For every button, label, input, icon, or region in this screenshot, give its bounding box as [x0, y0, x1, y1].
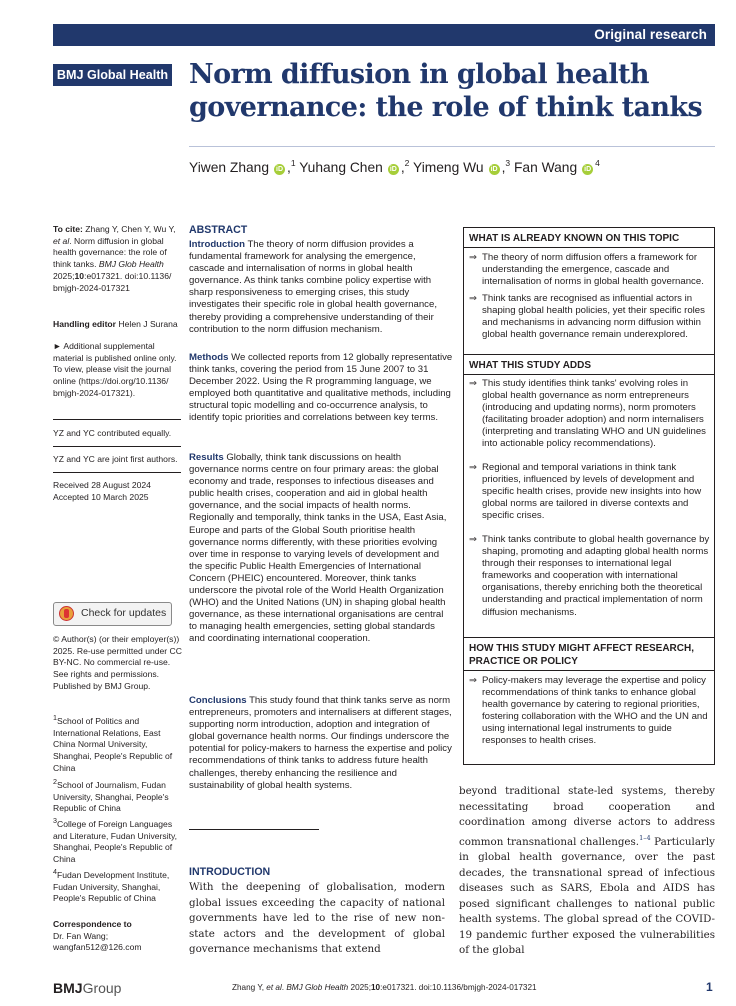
- author-name[interactable]: Fan Wang: [513, 160, 578, 175]
- orcid-icon[interactable]: iD: [389, 166, 397, 173]
- correspondence-email[interactable]: wangfan512@126.com: [53, 942, 142, 953]
- article-type-banner: [53, 24, 715, 46]
- affect-heading: HOW THIS STUDY MIGHT AFFECT RESEARCH, PRACTICE OR POLICY: [469, 643, 694, 667]
- sidebar-divider: [53, 446, 181, 447]
- joint-authors-note: YZ and YC are joint first authors.: [53, 454, 178, 464]
- crossmark-icon: [59, 606, 74, 621]
- box-divider: [464, 670, 714, 671]
- reference-link[interactable]: 1–4: [639, 833, 651, 842]
- affiliation-2: $^2$School of Journalism, Fudan University, Shanghai, People's Republic of China: [53, 778, 169, 814]
- abstract-methods: Methods We collected reports from 12 globally representative think tanks, covering the period from 15 June 2007 to 31 December 2022. Using the R programming language, we employed both quantitative and qualitative methods, including structural topic modelling and co-occurrence analysis, to identify topic priorities and correlations between key terms.: [189, 352, 453, 424]
- box-divider: [464, 374, 714, 375]
- known-item: ⇒ Think tanks are recognised as influential actors in shaping global health policies, yet their specific roles and mechanisms in advancing norm diffusion within global health governance remain underexplored.: [469, 293, 705, 341]
- introduction-paragraph: With the deepening of globalisation, modern global issues exceeding the capacity of national governments have led to the rise of new non-state actors and the development of global governance mechanisms that extend: [189, 881, 445, 955]
- article-title: Norm diffusion in global health governance: the role of think tanks: [189, 59, 703, 123]
- arrow-icon: ⇒: [469, 462, 478, 473]
- author-name[interactable]: Yiwen Zhang: [189, 160, 270, 175]
- correspondence: Correspondence to Dr. Fan Wang; wangfan512@126.com: [53, 919, 142, 953]
- known-item: ⇒ The theory of norm diffusion offers a framework for understanding the emergence, cascade and internalisation of norms in global health governance.: [469, 252, 704, 288]
- orcid-icon[interactable]: iD: [276, 166, 284, 173]
- adds-heading: WHAT THIS STUDY ADDS: [469, 360, 592, 371]
- author-name[interactable]: Yuhang Chen: [299, 160, 383, 175]
- citation-info: To cite: Zhang Y, Chen Y, Wu Y, et al. Norm diffusion in global health governance: the role of think tanks. BMJ Glob Health 2025;10:e017321. doi:10.1136/ bmjgh-2024-017321: [53, 224, 176, 293]
- box-divider: [464, 247, 714, 248]
- affiliation-4: $^4$Fudan Development Institute, Fudan University, Shanghai, People's Republic of China: [53, 868, 170, 904]
- arrow-icon: ⇒: [469, 293, 478, 304]
- abstract-conclusions: Conclusions This study found that think tanks serve as norm entrepreneurs, promoters and internalisers at different stages, supporting norm introduction, adoption and integration of global governance health norms. Our findings underscore the potential for policy-makers to harness the expertise and policy recommendations of think tanks to address future health challenges, thereby enhancing the resilience and sustainability of global health systems.: [189, 695, 452, 791]
- page-number: 1: [706, 980, 713, 994]
- introduction-continued: beyond traditional state-led systems, thereby necessitating broad cooperation and coordination among diverse actors to address common transnational challenges.$^{1-4}$ Particularly in global health governance, over the past decades, the transnational spread of infectious diseases such as SARS, Ebola and AIDS has posed significant challenges to national public health systems. The global spread of the COVID-19 pandemic further exposed the vulnerabilities of the global: [459, 785, 715, 956]
- author-list: Yiwen Zhang iD ,$^1$ Yuhang Chen iD ,$^2$ Yimeng Wu iD ,$^3$ Fan Wang iD$^4$: [189, 158, 600, 175]
- arrow-icon: ⇒: [469, 534, 478, 545]
- adds-item: ⇒ This study identifies think tanks' evolving roles in global health governance as norm entrepreneurs (introducing and updating norms), norm promoters (facilitating broader adoption) and norm internalisers (interpreting and translating WHO and UN guidelines into actionable policy recommendations).: [469, 378, 706, 450]
- check-for-updates-button[interactable]: [53, 602, 172, 626]
- box-divider: [464, 354, 714, 355]
- footer-citation: Zhang Y, et al. BMJ Glob Health 2025;10:e017321. doi:10.1136/bmjgh-2024-017321: [232, 983, 537, 992]
- abstract-end-divider: [189, 829, 319, 830]
- adds-item: ⇒ Regional and temporal variations in think tank priorities, influenced by levels of development and specific health crises, provide new insights into how global norms are tailored in diverse contexts and specific crises.: [469, 462, 702, 522]
- author-name[interactable]: Yimeng Wu: [413, 160, 484, 175]
- article-type-label: Original research: [594, 27, 707, 42]
- orcid-icon[interactable]: iD: [490, 166, 498, 173]
- affiliation-1: $^1$School of Politics and International Relations, East China Normal University, Shanghai, People's Republic of China: [53, 714, 173, 773]
- check-updates-label: Check for updates: [81, 607, 167, 619]
- author-affiliation: 4: [595, 158, 600, 168]
- journal-badge: BMJ Global Health: [53, 64, 172, 86]
- author-affiliation: 3: [505, 158, 511, 168]
- arrow-icon: ⇒: [469, 378, 478, 389]
- introduction-heading: INTRODUCTION: [189, 866, 271, 878]
- sidebar-divider: [53, 472, 181, 473]
- bmj-group-logo: BMJGroup: [53, 980, 122, 996]
- abstract-introduction: Introduction The theory of norm diffusion provides a fundamental framework for analysing the emergence, cascade and internalisation of norms in global health governance. As think tanks combine policy expertise with sharp responsiveness to emerging crises, this study investigates their specific role in global health governance, thereby providing a comprehensive understanding of their contribution to the norm diffusion mechanism.: [189, 239, 437, 335]
- affect-item: ⇒ Policy-makers may leverage the expertise and policy recommendations of think tanks to enhance global health governance by catering to regional priorities, fostering collaboration with the WHO and the UN and using international legal instruments to guide responses to health crises.: [469, 675, 708, 747]
- box-divider: [464, 637, 714, 638]
- accepted-date: Accepted 10 March 2025: [53, 492, 149, 502]
- known-heading: WHAT IS ALREADY KNOWN ON THIS TOPIC: [469, 233, 680, 244]
- abstract-results: Results Globally, think tank discussions on health governance norms centre on four primary areas: the global economy and trade, responses to infectious diseases and public health crises, cooperation and aid in global health governance, and the social impacts of health norms. Regionally and temporally, think tanks in the USA, East Asia, Europe and parts of the Global South prioritise health governance norms differently, with these priorities evolving over time in response to varying levels of development and the specific Public Health Emergencies of International Concern (PHEIC) encountered. Moreover, think tanks underscore the pivotal role of the World Health Organization (WHO) and the United Nations (UN) in shaping global health governance, as these international organisations are central to managing health emergencies, setting global standards and coordinating international cooperation.: [189, 452, 447, 645]
- author-affiliation: 1: [290, 158, 296, 168]
- title-divider: [189, 146, 715, 147]
- arrow-icon: ⇒: [469, 252, 478, 263]
- orcid-icon[interactable]: iD: [584, 166, 592, 173]
- author-affiliation: 2: [404, 158, 410, 168]
- supplemental-note[interactable]: ► Additional supplemental material is published online only. To view, please visit the journal online (https://doi.org/10.1136/ bmjgh-2024-017321).: [53, 341, 177, 398]
- contribution-note: YZ and YC contributed equally.: [53, 428, 172, 438]
- received-date: Received 28 August 2024: [53, 480, 151, 490]
- sidebar-divider: [53, 419, 181, 420]
- copyright-note: © Author(s) (or their employer(s)) 2025. Re-use permitted under CC BY-NC. No commercial re-use. See rights and permissions. Published by BMJ Group.: [53, 634, 182, 691]
- abstract-heading: ABSTRACT: [189, 224, 248, 236]
- handling-editor: Handling editor Helen J Surana: [53, 319, 178, 329]
- adds-item: ⇒ Think tanks contribute to global health governance by shaping, promoting and adapting global health norms through their responses to international legal frameworks and cooperation with international organisations, thereby enriching both the theoretical understanding and practical implementation of norm diffusion mechanisms.: [469, 534, 710, 618]
- arrow-icon: ⇒: [469, 675, 478, 686]
- affiliation-3: $^3$College of Foreign Languages and Literature, Fudan University, Shanghai, People's Republic of China: [53, 817, 178, 864]
